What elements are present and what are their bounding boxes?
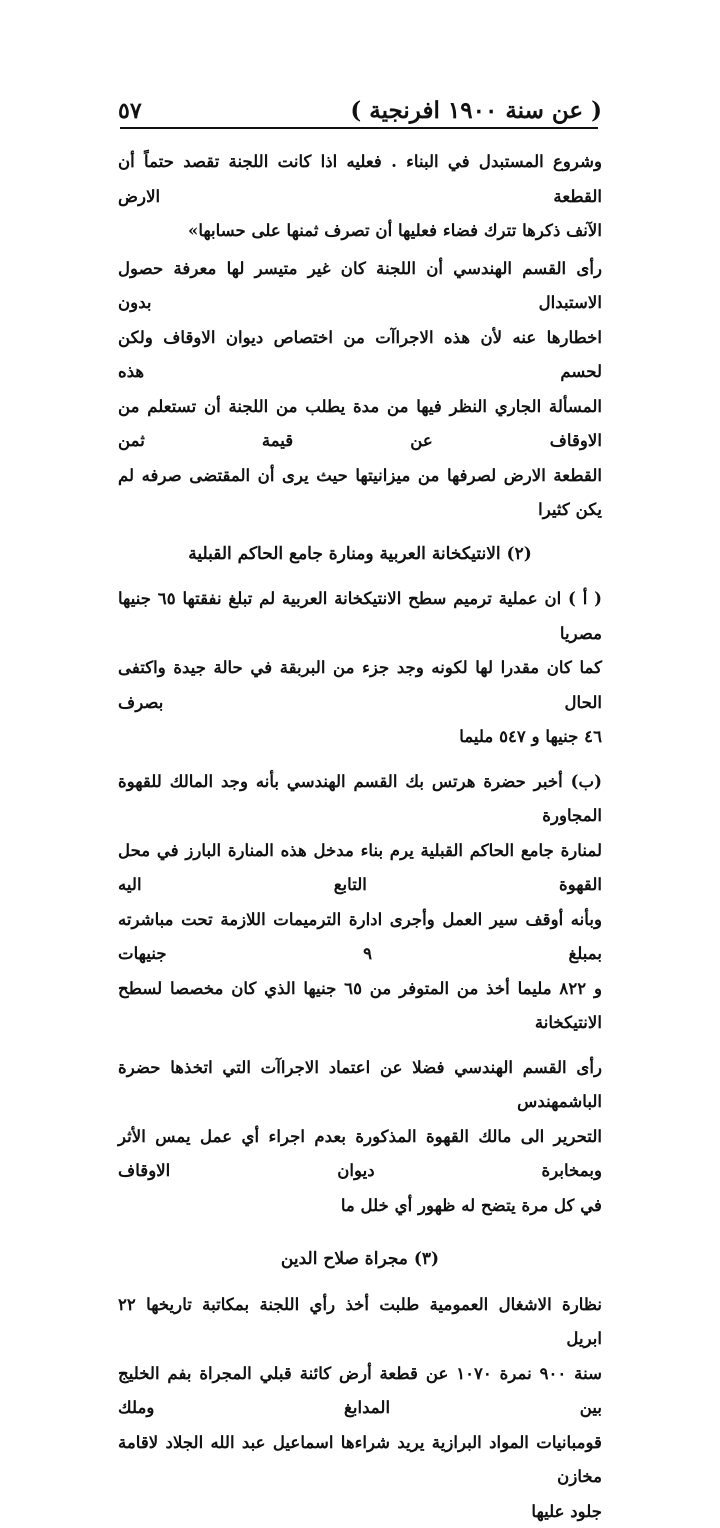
text-line: في كل مرة يتضح له ظهور أي خلل ما <box>118 1188 602 1223</box>
text-line: اخطارها عنه لأن هذه الاجراآت من اختصاص ديوان الاوقاف ولكن لحسم هذه <box>118 320 602 389</box>
page-header <box>118 84 602 124</box>
text-line: ( أ ) ان عملية ترميم سطح الانتيكخانة العربية لم تبلغ نفقتها ٦٥ جنيها مصريا <box>118 581 602 650</box>
text-line: ٤٦ جنيها و ٥٤٧ مليما <box>118 719 602 754</box>
text-line: سنة ٩٠٠ نمرة ١٠٧٠ عن قطعة أرض كائنة قبلي المجراة بفم الخليج بين المدابغ وملك <box>118 1356 602 1425</box>
text-line: و ٨٢٢ مليما أخذ من المتوفر من ٦٥ جنيها الذي كان مخصصا لسطح الانتيكخانة <box>118 971 602 1040</box>
header-rule <box>120 127 598 129</box>
running-title: ( عن سنة ١٩٠٠ افرنجية ) <box>350 97 602 124</box>
section-heading-2: (٢) الانتيكخانة العربية ومنارة جامع الحاكم القبلية <box>118 537 602 572</box>
text-line: وبأنه أوقف سير العمل وأجرى ادارة الترميمات اللازمة تحت مباشرته بمبلغ ٩ جنيهات <box>118 902 602 971</box>
text-line: الآنف ذكرها تترك فضاء فعليها أن تصرف ثمنها على حسابها» <box>118 213 602 248</box>
section-heading-3: (٣) مجراة صلاح الدين <box>118 1242 602 1277</box>
text-line: رأى القسم الهندسي أن اللجنة كان غير متيسر لها معرفة حصول الاستبدال بدون <box>118 251 602 320</box>
paragraph-a <box>118 581 602 754</box>
text-line: قومبانيات المواد البرازية يريد شراءها اسماعيل عبد الله الجلاد لاقامة مخازن <box>118 1425 602 1494</box>
text-line: القطعة الارض لصرفها من ميزانيتها حيث يرى أن المقتضى صرفه لم يكن كثيرا <box>118 458 602 527</box>
paragraph-continuation <box>118 144 602 248</box>
paragraph-salah-al-din <box>118 1287 602 1528</box>
paragraph-b <box>118 764 602 1040</box>
text-line: (ب) أخبر حضرة هرتس بك القسم الهندسي بأنه وجد المالك للقهوة المجاورة <box>118 764 602 833</box>
text-line: لمنارة جامع الحاكم القبلية يرم بناء مدخل هذه المنارة البارز في محل القهوة التابع اليه <box>118 833 602 902</box>
page-body <box>118 144 602 1528</box>
text-line: رأى القسم الهندسي فضلا عن اعتماد الاجراآت التي اتخذها حضرة الباشمهندس <box>118 1050 602 1119</box>
text-line: المسألة الجاري النظر فيها من مدة يطلب من اللجنة أن تستعلم من الاوقاف عن قيمة ثمن <box>118 389 602 458</box>
text-line: جلود عليها <box>118 1494 602 1528</box>
page-number: ٥٧ <box>118 98 142 124</box>
paragraph-c <box>118 1050 602 1223</box>
paragraph-opinion <box>118 251 602 527</box>
text-line: كما كان مقدرا لها لكونه وجد جزء من البربقة في حالة جيدة واكتفى الحال بصرف <box>118 650 602 719</box>
text-line: التحرير الى مالك القهوة المذكورة بعدم اجراء أي عمل يمس الأثر وبمخابرة ديوان الاوقاف <box>118 1119 602 1188</box>
text-line: نظارة الاشغال العمومية طلبت أخذ رأي اللجنة بمكاتبة تاريخها ٢٢ ابريل <box>118 1287 602 1356</box>
text-line: وشروع المستبدل في البناء . فعليه اذا كانت اللجنة تقصد حتماً أن القطعة الارض <box>118 144 602 213</box>
